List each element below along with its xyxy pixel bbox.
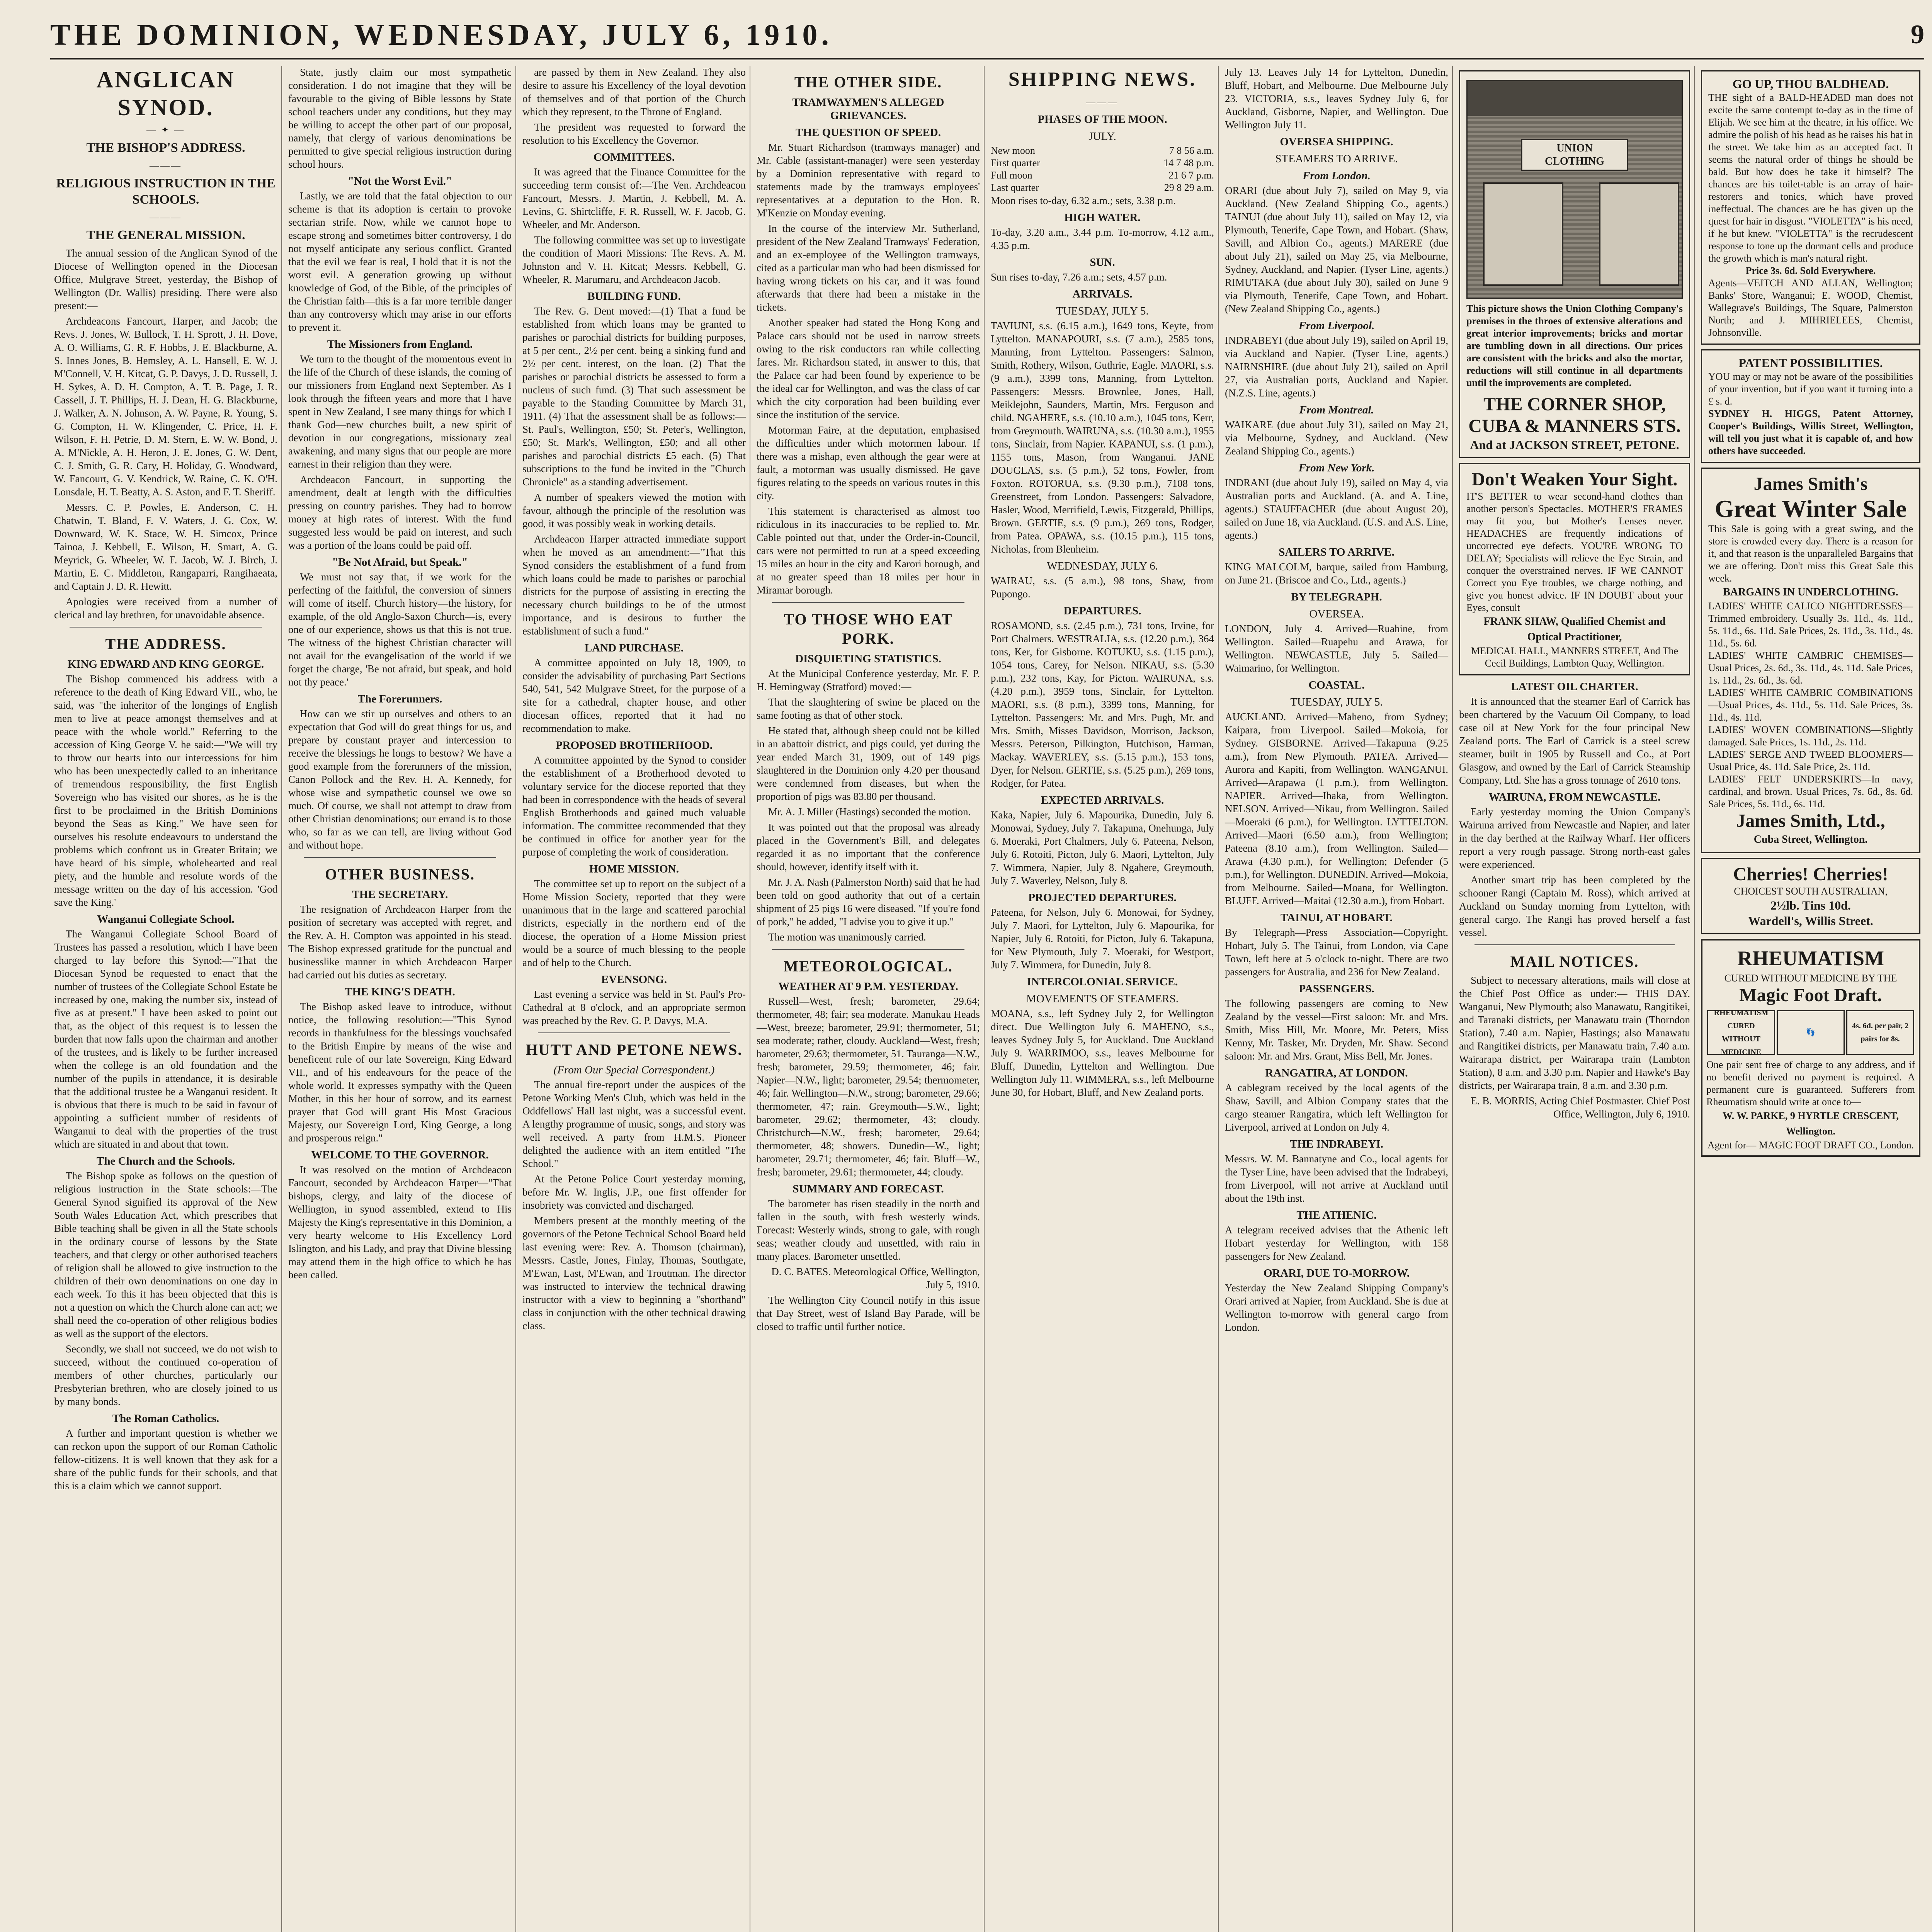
welcome-governor-heading: WELCOME TO THE GOVERNOR. bbox=[311, 1149, 489, 1161]
masthead bbox=[50, 12, 1924, 60]
rheum-agent: Agent for— MAGIC FOOT DRAFT CO., London. bbox=[1707, 1139, 1914, 1151]
shipping-text: July 13. Leaves July 14 for Lyttelton, Dunedin, Bluff, Hobart, and Melbourne. Due Melbourne July 23. VICTORIA, s.s., leaves Sydney July 6, for Auckland, Gisborne, Napier, and Wellington. Due Wellington July 11. bbox=[1225, 66, 1448, 131]
sight-address: MEDICAL HALL, MANNERS STREET, And The Cecil Buildings, Lambton Quay, Wellington. bbox=[1471, 645, 1679, 669]
article-paragraph: The annual fire-report under the auspices of the Petone Working Men's Club, which was held in the Oddfellows' Hall last night, was a successful event. A lengthy programme of music, songs, and story was well received. A party from H.M.S. Pioneer delighted the audience with an item entitled "The School." bbox=[522, 1079, 746, 1169]
patent-ad bbox=[1701, 349, 1920, 463]
rangatira-heading: RANGATIRA, AT LONDON. bbox=[1265, 1067, 1408, 1079]
store-illustration bbox=[1466, 80, 1683, 299]
baldhead-text: THE sight of a BALD-HEADED man does not excite the same contempt to-day as in the time of Elijah. We see him at the theatre, in his office. We admire the polish of his head as he raises his hat in the street. We take him as an accepted fact. It seems the natural order of things he should be bald. But how does he take it himself? The chances are his toilet-table is an array of hair-restorers and tonics, which have proved ineffectual. The chances are he has given up the quest for hair in disgust. "VIOLETTA" is his need, if he but knew. "VIOLETTA" is the recrudescent response to tone up the dormant cells and produce the growth which is man's natural right. bbox=[1708, 92, 1913, 264]
rheum-box-left: RHEUMATISM CURED WITHOUT MEDICINE bbox=[1707, 1010, 1775, 1055]
article-paragraph: The committee set up to report on the subject of a Home Mission Society, reported that they were unanimous that in the large and scattered parochial districts, especially in the northern end of the diocese, the operation of a Home Mission priest would be a source of much blessing to the people and of help to the Church. bbox=[522, 878, 746, 968]
article-paragraph: The following committee was set up to investigate the condition of Maori Missions: The Revs. A. M. Johnston and V. H. Kitcat; Messrs. Kebbell, G. Wheeler, R. Marumaru, and Archdeacon Jacob. bbox=[522, 234, 746, 285]
sight-title: Don't Weaken Your Sight. bbox=[1471, 469, 1678, 490]
article-paragraph: We must not say that, if we work for the perfecting of the faithful, the conversion of sinners will come of itself. Church history—the history, for example, of the old Anglo-Saxon Church—is, every one of our experience, shows us that this is not true. The witness of the highest Christian character will not avail for the evangelisation of the world if we forget the charge, 'Be not afraid, but speak, and hold not thy peace.' bbox=[288, 571, 512, 688]
masthead-title: THE DOMINION, WEDNESDAY, JULY 6, 1910. bbox=[50, 18, 833, 51]
general-mission-subheading: THE GENERAL MISSION. bbox=[86, 228, 245, 242]
article-paragraph: A committee appointed by the Synod to consider the establishment of a Brotherhood devoted to voluntary service for the diocese reported that they had been in correspondence with the heads of several English Brotherhoods and gained much valuable information. The committee recommended that they be continued in office for another year for the purpose of completing the work of consideration. bbox=[522, 754, 746, 858]
patent-heading: PATENT POSSIBILITIES. bbox=[1738, 356, 1883, 370]
from-liverpool-label: From Liverpool. bbox=[1298, 320, 1375, 332]
article-paragraph: Mr. A. J. Miller (Hastings) seconded the motion. bbox=[768, 806, 971, 818]
article-paragraph: That the slaughtering of swine be placed on the same footing as that of other stock. bbox=[757, 696, 980, 721]
from-london-label: From London. bbox=[1303, 170, 1371, 182]
smith-name: James Smith's bbox=[1753, 474, 1868, 494]
article-paragraph: Mr. J. A. Nash (Palmerston North) said that he had been told on good authority that out of a certain shipment of 25 pigs 16 were diseased. "If you're fond of pork," he added, "I advise you to give it up." bbox=[757, 876, 980, 927]
liverpool-text: INDRABEYI (due about July 19), sailed on April 19, via Auckland and Napier. (Tyser Line, agents.) NAIRNSHIRE (due about July 21), sailed on April 27, via Australian ports, Auckland and Napier. (N.Z.S. Line, agents.) bbox=[1225, 335, 1448, 399]
athenic-heading: THE ATHENIC. bbox=[1296, 1209, 1377, 1221]
montreal-text: WAIKARE (due about July 31), sailed on May 21, via Melbourne, Sydney, and Auckland. (New Zealand Shipping Co., agents.) bbox=[1225, 419, 1448, 457]
shipping-news-heading: SHIPPING NEWS. bbox=[1008, 68, 1197, 90]
article-paragraph: We turn to the thought of the momentous event in the life of the Church of these islands, the coming of our missioners from England next September. As I look through the fifteen years and more that I have spent in New Zealand, I see many things for which I thank God—new churches built, a new spirit of devotion in our congregations, missionary zeal awakening, and many signs that our people are more earnest in their religion than they were. bbox=[288, 353, 512, 470]
james-smith-ad bbox=[1701, 468, 1920, 853]
address-heading: THE ADDRESS. bbox=[105, 635, 226, 653]
sight-text: IT'S BETTER to wear second-hand clothes than another person's Spectacles. MOTHER'S FRAMES may fit you, but Mother's Lenses never. HEADACHES are frequently indications of uncorrected eye defects. YOU'RE WRONG TO DELAY; Specialists will relieve the Eye Strain, and conquer the overstrained nerves. IF WE CANNOT Correct you Eye troubles, we charge nothing, and give you honest advice. IF IN DOUBT about your Eyes, consult bbox=[1466, 491, 1683, 613]
expected-arrivals-heading: EXPECTED ARRIVALS. bbox=[1041, 794, 1164, 806]
rheum-sub: CURED WITHOUT MEDICINE BY THE bbox=[1724, 973, 1897, 984]
weather-report: Russell—West, fresh; barometer, 29.64; thermometer, 48; fair; sea moderate. Manukau Heads—West, breeze; barometer, 29.91; thermometer, 51; sea moderate; rather, cloudy. Auckland—West, fresh; barometer, 29.63; thermometer, 51. Tauranga—N.W., fresh; barometer, 29.59; thermometer, 46; fair. Napier—N.W., light; barometer, 29.54; thermometer, 46; fair. Wellington—N.W., strong; barometer, 29.66; thermometer, 47; rain. Greymouth—S.W., light; barometer, 29.62; thermometer, 43; cloudy. Christchurch—N.W., fresh; barometer, 29.64; thermometer, 48; showers. Dunedin—W., light; barometer, 29.71; thermometer, 46; fair. Bluff—W., fresh; barometer, 29.61; thermometer, 44; cloudy. bbox=[757, 995, 980, 1178]
columns bbox=[50, 66, 1924, 1932]
cherries-title: Cherries! Cherries! bbox=[1733, 864, 1888, 884]
column-6 bbox=[1221, 66, 1453, 1932]
article-paragraph: At the Municipal Conference yesterday, Mr. F. P. H. Hemingway (Stratford) moved:— bbox=[757, 668, 980, 692]
forecast-text: The barometer has risen steadily in the north and fallen in the south, with fresh westerly winds. Forecast: Westerly winds, strong to gale, with rough seas; weather cloudy and unsettled, with rain in many places. Barometer unsettled. bbox=[757, 1198, 980, 1262]
article-paragraph: The annual session of the Anglican Synod of the Diocese of Wellington opened in the Diocesan Office, Mulgrave Street, yesterday, the Bishop of Wellington (Dr. Wallis) presiding. There were also present:— bbox=[54, 247, 277, 311]
arrivals-date-2: WEDNESDAY, JULY 6. bbox=[1047, 560, 1158, 572]
kings-death-heading: THE KING'S DEATH. bbox=[345, 986, 455, 998]
article-paragraph: Archdeacon Fancourt, in supporting the amendment, dealt at length with the difficulties pressing on country parishes. They had to borrow money at high rates of interest. With the fund suggested less would be paid on interest, and such was a portion of the loans could be paid off. bbox=[288, 474, 512, 551]
smith-sale-title: Great Winter Sale bbox=[1714, 495, 1907, 522]
article-paragraph: How can we stir up ourselves and others to an expectation that God will do great things for us, and prepare by constant prayer and intercession to receive the blessings he longs to bestow? We have a good example from the forerunners of the mission, Canon Pollock and the Rev. H. A. Kennedy, for whose wise and sympathetic counsel we owe so much. Of course, we shall not attempt to draw from other Christian denominations; our errand is to those who, so far as we can tell, are living without God and without hope. bbox=[288, 708, 512, 851]
orari-heading: ORARI, DUE TO-MORROW. bbox=[1263, 1267, 1410, 1279]
store-sign: UNION CLOTHING bbox=[1521, 139, 1628, 171]
bargain-item: LADIES' WOVEN COMBINATIONS—Slightly damaged. Sale Prices, 1s. 11d., 2s. 11d. bbox=[1708, 724, 1913, 748]
cherries-price: 2½lb. Tins 10d. bbox=[1770, 898, 1851, 912]
indrabeyi-text: Messrs. W. M. Bannatyne and Co., local agents for the Tyser Line, have been advised that the Indrabeyi, from Liverpool, will not arrive at Auckland until about the 19th inst. bbox=[1225, 1153, 1448, 1204]
corner-shop-sub: And at JACKSON STREET, PETONE. bbox=[1470, 438, 1679, 452]
oversea-label: OVERSEA. bbox=[1309, 608, 1364, 620]
intercolonial-heading: INTERCOLONIAL SERVICE. bbox=[1027, 976, 1178, 988]
high-water-text: To-day, 3.20 a.m., 3.44 p.m. To-morrow, 4.12 a.m., 4.35 p.m. bbox=[991, 226, 1214, 251]
secretary-heading: THE SECRETARY. bbox=[352, 888, 448, 901]
article-paragraph: Mr. Stuart Richardson (tramways manager) and Mr. Cable (assistant-manager) were seen yesterday by a Dominion representative with regard to statements made by the tramways employees' representatives at a deputation to the Hon. R. M'Kenzie on Monday evening. bbox=[757, 141, 980, 219]
mail-notices-heading: MAIL NOTICES. bbox=[1510, 953, 1639, 970]
article-paragraph: Another speaker had stated the Hong Kong and Palace cars should not be used in narrow streets owing to the risk conductors ran while collecting fares. Mr. Richardson stated, in answer to this, that the Palace car had been found by experience to be the ideal car for Wellington, and was the class of car which the city corporation had been building ever since the institution of the service. bbox=[757, 317, 980, 420]
union-clothing-ad bbox=[1459, 70, 1690, 458]
moon-table bbox=[991, 145, 1214, 194]
coastal-text: AUCKLAND. Arrived—Maheno, from Sydney; Kaipara, from Liverpool. Sailed—Mokoia, for Sydney. GISBORNE. Arrived—Takapuna (9.25 a.m.), from New Plymouth. PATEA. Arrived—Aurora and Kapiti, from Wellington. WANGANUI. Arrived—Arapawa (1 p.m.), from Wellington. NAPIER. Arrived—Ihaka, from Wellington. NELSON. Arrived—Nikau, from Wellington. Sailed—Moeraki (6 p.m.), for Wellington. LYTTELTON. Arrived—Maori (6.50 a.m.), from Wellington; Pateena (8.10 a.m.), from Wellington. Sailed—Arawa (4.30 p.m.), for Wellington; Defender (5 p.m.), for Wellington. DUNEDIN. Arrived—Mokoia, from Melbourne. Sailed—Moana, for Wellington. BLUFF. Arrived—Maitai (12.30 a.m.), from Hobart. bbox=[1225, 711, 1448, 906]
article-paragraph: A number of speakers viewed the motion with favour, although the principle of the resolution was good, it was possibly weak in working details. bbox=[522, 492, 746, 529]
passengers-text: The following passengers are coming to New Zealand by the vessel—First saloon: Mr. and Mrs. Smith, Miss Hill, Mr. Moore, Mr. Peters, Miss Kenny, Mr. Tasker, Mr. Dryden, Mr. Shaw. Second saloon: Mr. and Mrs. Grant, Miss Bell, Mr. Jones. bbox=[1225, 998, 1448, 1062]
arrivals-date: TUESDAY, JULY 5. bbox=[1056, 305, 1149, 317]
article-paragraph: are passed by them in New Zealand. They also desire to assure his Excellency of the loyal devotion of themselves and of that portion of the Church which they represent, to the Throne of England. bbox=[522, 66, 746, 117]
roman-catholics-heading: The Roman Catholics. bbox=[112, 1412, 219, 1425]
disquieting-subheading: DISQUIETING STATISTICS. bbox=[795, 653, 941, 665]
arrivals-heading: ARRIVALS. bbox=[1072, 288, 1133, 300]
patent-text: YOU may or may not be aware of the possibilities of your invention, but if you want it turning into a £ s. d. bbox=[1708, 371, 1913, 407]
sun-text: Sun rises to-day, 7.26 a.m.; sets, 4.57 p.m. bbox=[991, 271, 1167, 283]
baldhead-agents: Agents—VEITCH AND ALLAN, Wellington; Banks' Store, Wanganui; E. WOOD, Chemist, Wallegrave's Buildings, The Square, Palmerston North; and J. MIHRIELEES, Chemist, Johnsonville. bbox=[1708, 277, 1913, 338]
oversea-text: LONDON, July 4. Arrived—Ruahine, from Wellington. Sailed—Ruapehu and Arawa, for Wellington. NEWCASTLE, July 5. Sailed—Waimarino, for Wellington. bbox=[1225, 623, 1448, 674]
bargain-item: LADIES' FELT UNDERSKIRTS—In navy, cardinal, and brown. Usual Prices, 7s. 6d., 8s. 6d. Sale Prices, 5s. 11d., 6s. 11d. bbox=[1708, 774, 1913, 810]
smith-text: This Sale is going with a great swing, and the store is crowded every day. There is a reason for it, and that reason is the unparalleled Bargains that we are offering. Don't miss this Great Sale this week. bbox=[1708, 523, 1913, 584]
cherries-ad bbox=[1701, 858, 1920, 934]
article-paragraph: The Rev. G. Dent moved:—(1) That a fund be established from which loans may be granted to parishes or parochial districts for building purposes, at 5 per cent., 2½ per cent. being a sinking fund and 2½ per cent. interest, on the loan. (2) That the parishes or parochial districts be assessed to form a nucleus of such fund. (3) That such assessment be payable to the Standing Committee by March 31, 1911. (4) That the assessment shall be as follows:—St. Paul's, Wellington, £50; St. Peter's, Wellington, £50; St. Mark's, Wellington, £50; and all other parishes and parochial districts £5 each. (5) That subscriptions to the fund be invited in the "Church Chronicle" as a standing advertisement. bbox=[522, 305, 746, 488]
wairuna-heading: WAIRUNA, FROM NEWCASTLE. bbox=[1488, 791, 1661, 803]
article-paragraph: Lastly, we are told that the fatal objection to our scheme is that its adoption is certain to provoke sectarian strife. Now, while we cannot hope to escape strong and sometimes bitter controversy, I do not myself anticipate any serious conflict. Granted that the evil we fear is real, I hold that it is not the worst evil. A generation growing up without knowledge of God, of the Bible, of the principles of the Christian faith—this is a far more terrible danger than any controversy which may arise in our efforts to prevent it. bbox=[288, 190, 512, 333]
movements-heading: MOVEMENTS OF STEAMERS. bbox=[1026, 993, 1179, 1005]
article-paragraph: A further and important question is whether we can reckon upon the support of our Roman Catholic fellow-citizens. It is well known that they ask for a share of the public funds for their schools, and that this is a claim which we cannot support. bbox=[54, 1427, 277, 1492]
article-paragraph: The motion was unanimously carried. bbox=[768, 931, 926, 943]
passengers-heading: PASSENGERS. bbox=[1299, 983, 1374, 995]
article-paragraph: A committee appointed on July 18, 1909, to consider the advisability of purchasing Part Sections 540, 541, 542 Mulgrave Street, for the purpose of a site for a cathedral, chapter house, and other diocesan offices, reported that it had no recommendation to make. bbox=[522, 657, 746, 734]
wardell-name: Wardell's, Willis Street. bbox=[1748, 914, 1873, 928]
article-paragraph: In the course of the interview Mr. Sutherland, president of the New Zealand Tramways' Federation, and an ex-employee of the Wellington tramways, cited as a particular man who had been dismissed for having wrong tickets on his car, and it was found afterwards that there had been a mistake in the tickets. bbox=[757, 223, 980, 313]
cherries-sub: CHOICEST SOUTH AUSTRALIAN, bbox=[1734, 886, 1888, 897]
other-business-heading: OTHER BUSINESS. bbox=[325, 866, 475, 883]
king-heading: KING EDWARD AND KING GEORGE. bbox=[67, 658, 264, 670]
article-paragraph: The Bishop asked leave to introduce, without notice, the following resolution:—"This Synod records in thankfulness for the blessings vouchsafed to the British Empire by means of the wise and beneficent rule of our late Sovereign, King Edward VII., and of his endeavours for the peace of the whole world. It expresses sympathy with the Queen Mother, in this her hour of sorrow, and its earnest prayer that God will grant His Most Gracious Majesty, our Sovereign Lord, King George, a long and prosperous reign." bbox=[288, 1001, 512, 1144]
steamers-arrive-heading: STEAMERS TO ARRIVE. bbox=[1275, 153, 1398, 165]
article-paragraph: The Bishop spoke as follows on the question of religious instruction in the State schools:—The General Synod signified its approval of the New South Wales Education Act, which prescribes that Bible teaching shall be given in all the State schools in the ordinary course of lessons by the State teachers, and that clergy or other authorised teachers of religion shall be allowed to give instruction to the children of their own denominations on one day in each week. To this it has been objected that this is not a question on which the Church alone can act; we shall need the co-operation of other religious bodies as well as the support of the electors. bbox=[54, 1170, 277, 1339]
article-paragraph: Motorman Faire, at the deputation, emphasised the difficulties under which motormen labour. If there was a mishap, even although the gear were at fault, a motorman was usually dismissed. He gave figures relating to the speeds on various routes in this city. bbox=[757, 424, 980, 502]
land-purchase-heading: LAND PURCHASE. bbox=[584, 642, 684, 654]
departures-heading: DEPARTURES. bbox=[1063, 605, 1141, 617]
foot-draft-icon: 👣 bbox=[1777, 1010, 1845, 1055]
telegraph-heading: BY TELEGRAPH. bbox=[1291, 591, 1382, 603]
article-paragraph: The Wanganui Collegiate School Board of Trustees has passed a resolution, which I have been charged to lay before this Synod:—"That the Diocesan Synod be requested to enact that the number of trustees of the Collegiate School Estate be increased by one, making the number six, instead of five as at present." I have been asked to point out that, as the object of this request is to lessen the burden that now falls upon the chairman and another of the trustees, and is likely to be further increased when the college is an old foundation and the number of the pupils in attendance, it is desirable that the additional trustee be a Wanganui resident. It is obvious that there is much to be said in favour of appointing a sufficient number of residents of Wanganui to deal with the properties of the trust which are situated in and about that town. bbox=[54, 928, 277, 1150]
rangatira-text: A cablegram received by the local agents of the Shaw, Savill, and Albion Company states that the cargo steamer Rangatira, which left Wellington for Liverpool, arrived at London on July 4. bbox=[1225, 1082, 1448, 1133]
religious-instruction-subheading: RELIGIOUS INSTRUCTION IN THE SCHOOLS. bbox=[56, 176, 276, 207]
bargain-item: LADIES' SERGE AND TWEED BLOOMERS—Usual Price, 4s. 11d. Sale Price, 2s. 11d. bbox=[1708, 749, 1913, 772]
meteorological-heading: METEOROLOGICAL. bbox=[784, 957, 953, 975]
bishop-address-subheading: THE BISHOP'S ADDRESS. bbox=[86, 141, 245, 155]
clothing-caption: This picture shows the Union Clothing Company's premises in the throes of extensive alterations and great interior improvements; bricks and mortar are tumbling down in all directions. Our prices are consistent with the bricks and also the mortar, reductions will still continue in all departments until the improvements are completed. bbox=[1466, 303, 1683, 388]
forecast-subheading: SUMMARY AND FORECAST. bbox=[793, 1183, 944, 1195]
home-mission-heading: HOME MISSION. bbox=[589, 863, 679, 875]
arrivals-text-2: WAIRAU, s.s. (5 a.m.), 98 tons, Shaw, from Pupongo. bbox=[991, 575, 1214, 600]
wairuna-text: Early yesterday morning the Union Company's Wairuna arrived from Newcastle and Napier, and later in the day berthed at the Railway Wharf. Her officers report a very rough passage. Strong north-east gales were experienced. bbox=[1459, 806, 1690, 870]
article-paragraph: Archdeacon Harper attracted immediate support when he moved as an amendment:—"That this Synod considers the establishment of a fund from which loans could be made to parishes or parochial districts for the purpose of assisting in erecting the necessary church buildings to be of the utmost importance, and is desirous to further the establishment of such a fund." bbox=[522, 533, 746, 637]
column-8 bbox=[1697, 66, 1924, 1932]
article-paragraph: At the Petone Police Court yesterday morning, before Mr. W. Inglis, J.P., one first offender for insobriety was convicted and discharged. bbox=[522, 1173, 746, 1211]
coastal-date: TUESDAY, JULY 5. bbox=[1290, 696, 1383, 708]
bargain-item: LADIES' WHITE CAMBRIC COMBINATIONS—Usual Prices, 4s. 11d., 5s. 11d. Sale Prices, 3s. 11d., 4s. 11d. bbox=[1708, 687, 1913, 723]
arrivals-text: TAVIUNI, s.s. (6.15 a.m.), 1649 tons, Keyte, from Lyttelton. MANAPOURI, s.s. (7 a.m.), 2585 tons, Manning, from Lyttelton. Passengers: Salmon, Smith, Rothery, Wilson, Guthrie, Eagle. MAORI, s.s. (9 a.m.), 3399 tons, Manning, from Lyttelton. Passengers: Messrs. Brownlee, Jones, Hall, Meiklejohn, Saunders, Martin, Mrs. Ferguson and child. NGAHERE, s.s. (10.10 a.m.), 1045 tons, Kerr, from Greymouth. WAIRUNA, s.s. (10.30 a.m.), 1955 tons, Sinclair, from Napier. KAPANUI, s.s. (1 p.m.), 1155 tons, Mason, from Wanganui. JANE DOUGLAS, s.s. (5 p.m.), 52 tons, Fowler, from Foxton. ROTORUA, s.s. (9.30 p.m.), 7108 tons, Greenstreet, from London. Passengers: Salvadore, Hasler, Wood, Merrifield, Lewis, Fitzgerald, Phillips, Brown. GERTIE, s.s. (9 p.m.), 269 tons, Rodger, from Patea. OPAWA, s.s. (10.15 p.m.), 115 tons, Nicholas, from Blenheim. bbox=[991, 320, 1214, 555]
column-1: ANGLICAN SYNOD. — ✦ — THE BISHOP'S ADDRESS. ——— RELIGIOUS INSTRUCTION IN THE SCHOOLS. ——— THE GENERAL MISSION. The annual session of the Anglican Synod of the Diocese of Wellington opened in the Diocesan Office, Mulgrave Street, yesterday, the Bishop of Wellington (Dr. Wallis) presiding. There were also present:— Archdeacons Fancourt, Harper, and Jacob; the Revs. J. Jones, W. Bullock, T. H. Sprott, J. H. Dove, A. O. Williams, G. R. F. Hobbs, J. E. Blackburne, A. S. Innes Jones, B. Hemsley, A. L. Hansell, E. W. J. M'Connell, V. H. Kitcat, G. P. Davys, J. D. Russell, J. H. Sykes, A. D. H. Compton, A. T. B. Page, J. R. Cassell, J. T. Phillips, H. J. Dean, H. G. Blackburne, J. Walker, A. N. Johnson, A. W. Payne, R. Young, S. G. Compton, H. W. Klingender, C. Price, H. F. Wilson, F. H. Petrie, D. M. Stern, E. W. W. Bond, J. A. M'Nickle, A. H. Heron, J. E. Jones, G. W. Dent, C. J. Smith, G. R. Cary, H. Holiday, G. Woodward, W. Fancourt, G. V. Kendrick, W. Raine, C. K. O'H. Lonsdale, H. T. Beatty, A. S. Aston, and F. T. Sheriff. Messrs. C. P. Powles, E. Anderson, C. H. Chatwin, T. Bland, F. V. Waters, J. G. Cox, W. Downward, W. K. Stace, W. H. Simcox, Prince Tainoa, J. Kebbell, E. Wilson, H. Smart, A. G. Meyrick, G. Wheeler, W. F. Jacob, W. J. Birch, J. Martin, E. C. Middleton, Rangaparri, Rangihaeata, and Captain J. D. R. Hewitt. Apologies were received from a number of clerical and lay brethren, for unavoidable absence. THE ADDRESS. KING EDWARD AND KING GEORGE. The Bishop commenced his address with a reference to the death of King Edward VII., who, he said, was "the inheritor of the longings of English men to live at peace amongst themselves and at peace with the whole world." Referring to the accession of King George V. he said:—"We will try to throw our hearts into our intercessions for him who has been unexpectedly called to an inheritance of tremendous responsibility, the first English Sovereign who has visited our shores, as he is the first to be proclaimed in the British Dominions beyond the Seas as King." We have seen for ourselves his resolute endeavours to understand the problems which confront us in Greater Britain; we have heard of his simple, wholehearted and real piety, and the humble and resolute words of the message written on the day of his accession. 'God save the King.' Wanganui Collegiate School. The Wanganui Collegiate School Board of Trustees has passed a resolution, which I have been charged to lay before this Synod:—"That the Diocesan Synod be requested to enact that the number of trustees of the Collegiate School Estate be increased by one, making the number six, instead of five as at present." I have been asked to point out that, as the object of this request is to lessen the burden that now falls upon the chairman and another of the trustees, and is likely to be further increased when the college is an old foundation and the number of the pupils in attendance, it is desirable that the additional trustee be a Wanganui resident. It is obvious that there is much to be said in favour of appointing a sufficient number of residents of Wanganui to deal with the properties of the trust which are situated in and about that town. The Church and the Schools. The Bishop spoke as follows on the question of religious instruction in the State schools:—The General Synod signified its approval of the New South Wales Education Act, which prescribes that Bible teaching shall be given in all the State schools in the ordinary course of lessons by the State teachers, and that clergy or other authorised teachers of religion shall be allowed to give instruction to the children of their own denominations on one day in each week. To this it has been objected that this is not a question on which the Church alone can act; we shall need the co-operation of other religious bodies as well as the support of the electors. Secondly, we shall not succeed, we do not wish to succeed, without the continued co-operation of members of other churches, particularly our Presbyterian brethren, who are closely joined to us by many bonds. The Roman Catholics. A further and important question is whether we can reckon upon the support of our Roman Catholic fellow-citizens. It is well known that they ask for a share of the public funds for their schools, and that this is a claim which we cannot support. bbox=[50, 66, 282, 1932]
from-montreal-label: From Montreal. bbox=[1299, 404, 1374, 416]
rheum-text: One pair sent free of charge to any address, and if no benefit derived no payment is required. A permanent cure is guaranteed. Sufferers from Rheumatism should write at once to— bbox=[1706, 1059, 1915, 1107]
from-newyork-label: From New York. bbox=[1298, 462, 1375, 474]
moonrise-text: Moon rises to-day, 6.32 a.m.; sets, 3.38 p.m. bbox=[991, 195, 1176, 206]
mail-footer: E. B. MORRIS, Acting Chief Postmaster. Chief Post Office, Wellington, July 6, 1910. bbox=[1471, 1095, 1690, 1120]
column-3 bbox=[519, 66, 750, 1932]
article-paragraph: Archdeacons Fancourt, Harper, and Jacob; the Revs. J. Jones, W. Bullock, T. H. Sprott, J. H. Dove, A. O. Williams, G. R. F. Hobbs, J. E. Blackburne, A. S. Innes Jones, B. Hemsley, A. L. Hansell, E. W. J. M'Connell, V. H. Kitcat, G. P. Davys, J. D. Russell, J. H. Sykes, A. D. H. Compton, A. T. B. Page, J. R. Cassell, J. T. Phillips, H. J. Dean, H. G. Blackburne, J. Walker, A. N. Johnson, A. W. Payne, R. Young, S. G. Compton, H. W. Klingender, C. Price, H. F. Wilson, F. H. Petrie, D. M. Stern, E. W. W. Bond, J. A. M'Nickle, A. H. Heron, J. E. Jones, G. W. Dent, C. J. Smith, G. R. Cary, H. Holiday, G. Woodward, W. Fancourt, G. V. Kendrick, W. Raine, C. K. O'H. Lonsdale, H. T. Beatty, A. S. Aston, and F. T. Sheriff. bbox=[54, 315, 277, 498]
violetta-ad bbox=[1701, 70, 1920, 345]
forerunners-heading: The Forerunners. bbox=[357, 693, 442, 705]
pork-heading: TO THOSE WHO EAT PORK. bbox=[784, 611, 953, 647]
article-paragraph: The Wellington City Council notify in this issue that Day Street, west of Island Bay Parade, will be closed to traffic until further notice. bbox=[757, 1294, 980, 1332]
moon-row: First quarter 14 7 48 p.m. bbox=[991, 157, 1214, 168]
article-paragraph: The resignation of Archdeacon Harper from the position of secretary was accepted with regret, and the Rev. A. H. Compton was appointed in his stead. The Bishop expressed gratitude for the punctual and businesslike manner in which Archdeacon Harper had carried out his duties as secretary. bbox=[288, 903, 512, 981]
newyork-text: INDRANI (due about July 19), sailed on May 4, via Australian ports and Auckland. (A. and A. Line, agents.) STAUFFACHER (due about August 20), sailed on June 18, via Auckland. (U.S. and A.S. Line, agents.) bbox=[1225, 477, 1448, 541]
article-paragraph: The president was requested to forward the resolution to his Excellency the Governor. bbox=[522, 121, 746, 146]
smith-address: Cuba Street, Wellington. bbox=[1753, 833, 1868, 845]
high-water-heading: HIGH WATER. bbox=[1064, 211, 1141, 224]
article-paragraph: It was resolved on the motion of Archdeacon Fancourt, seconded by Archdeacon Harper—"That bishops, clergy, and laity of the diocese of Wellington, in synod assembled, extend to His Majesty the King's representative in this Dominion, a very hearty welcome to His Excellency Lord Islington, and his Lady, and pray that Divine blessing may attend them in the high office to which he has been called. bbox=[288, 1164, 512, 1281]
mail-notices-text: Subject to necessary alterations, mails will close at the Chief Post Office as under:— THIS DAY. Wanganui, New Plymouth; also Manawatu, Rangitikei, and Taranaki districts, per Manawatu train (Thorndon Station), 7.40 a.m. Napier, Hastings; also Manawatu and Rangitikei districts, per Manawatu train, 7.40 a.m. Wairarapa district, per Wairarapa train (Lambton Station), 8 a.m. and 3.30 p.m. Napier and Hawke's Bay districts, per Wairarapa train, 8 a.m. and 3.30 p.m. bbox=[1459, 975, 1690, 1091]
article-paragraph: Secondly, we shall not succeed, we do not wish to succeed, without the continued co-operation of members of other churches, particularly our Presbyterian brethren, who are closely joined to us by many bonds. bbox=[54, 1343, 277, 1407]
weather-subheading: WEATHER AT 9 P.M. YESTERDAY. bbox=[778, 980, 958, 993]
column-2 bbox=[284, 66, 516, 1932]
article-paragraph: It was agreed that the Finance Committee for the succeeding term consist of:—The Ven. Archdeacon Fancourt, Messrs. J. Martin, J. Kebbell, M. A. Levins, G. Shirtcliffe, F. R. Russell, W. F. Jacob, G. Wheeler, and Mr. Anderson. bbox=[522, 166, 746, 230]
tainui-heading: TAINUI, AT HOBART. bbox=[1280, 912, 1393, 924]
article-paragraph: He stated that, although sheep could not be killed in an abattoir district, and pigs could, yet during the year ended March 31, 1909, out of 149 pigs slaughtered in the Dominion only 4.20 per thousand were condemned from diseases, but when the proportion of pigs was 83.80 per thousand. bbox=[757, 725, 980, 802]
church-schools-heading: The Church and the Schools. bbox=[96, 1155, 235, 1167]
departures-text: ROSAMOND, s.s. (2.45 p.m.), 731 tons, Irvine, for Port Chalmers. WESTRALIA, s.s. (12.20 p.m.), 364 tons, Ker, for Gisborne. KOTUKU, s.s. (1.15 p.m.), 1054 tons, Carey, for Nelson. NIKAU, s.s. (5.30 p.m.), 232 tons, Kay, for Picton. WAIRUNA, s.s. (4.20 p.m.), 3959 tons, Sinclair, for Lyttelton. MAORI, s.s. (8 p.m.), 3399 tons, Manning, for Lyttelton. Passengers: Mr. and Mrs. Pugh, Mr. and Mrs. Smith, Misses Davidson, Morrison, Jackson, Messrs. Peterson, Pilkington, Hutchison, Harman, Mackay. WAVERLEY, s.s. (5.15 p.m.), 153 tons, Dyer, for Nelson. GERTIE, s.s. (5.25 p.m.), 269 tons, Rodger, for Patea. bbox=[991, 620, 1214, 789]
london-text: ORARI (due about July 7), sailed on May 9, via Auckland. (New Zealand Shipping Co., agents.) TAINUI (due about July 11), sailed on May 12, via Plymouth, Tenerife, Cape Town, and Hobart. (Shaw, Savill, and Albion Co., agents.) MARERE (due about July 21), sailed on May 25, via Melbourne, Sydney, Auckland, and Napier. (Tyser Line, agents.) RIMUTAKA (due about July 30), sailed on June 9 via Plymouth, Tenerife, Cape Town, and Hobart. (New Zealand Shipping Co., agents.) bbox=[1225, 185, 1448, 315]
collegiate-heading: Wanganui Collegiate School. bbox=[97, 913, 235, 925]
anglican-synod-heading: ANGLICAN SYNOD. bbox=[96, 67, 235, 120]
moon-row: New moon 7 8 56 a.m. bbox=[991, 145, 1214, 156]
worst-evil-heading: "Not the Worst Evil." bbox=[347, 175, 452, 187]
article-paragraph: Apologies were received from a number of clerical and lay brethren, for unavoidable absence. bbox=[54, 596, 277, 621]
expected-arrivals-text: Kaka, Napier, July 6. Mapourika, Dunedin, July 6. Monowai, Sydney, July 7. Takapuna, Onehunga, July 6. Moeraki, Port Chalmers, July 6. Pateena, Nelson, July 6. Rotoiti, Picton, July 6. Maori, Lyttelton, July 7. Wimmera, Napier, July 8. Ngahere, Greymouth, July 7. Waverley, Nelson, July 8. bbox=[991, 809, 1214, 886]
oversea-shipping-heading: OVERSEA SHIPPING. bbox=[1280, 136, 1393, 148]
column-7 bbox=[1455, 66, 1695, 1932]
missioners-heading: The Missioners from England. bbox=[327, 338, 473, 350]
brotherhood-heading: PROPOSED BROTHERHOOD. bbox=[555, 739, 713, 752]
baldhead-heading: GO UP, THOU BALDHEAD. bbox=[1732, 77, 1889, 91]
rangi-text: Another smart trip has been completed by the schooner Rangi (Captain M. Ross), which arrived at Auckland on Sunday morning from Lyttelton, with general cargo. The Rangi has proved herself a fast vessel. bbox=[1459, 874, 1690, 938]
athenic-text: A telegram received advises that the Athenic left Hobart yesterday for Wellington, with 158 passengers for New Zealand. bbox=[1225, 1224, 1448, 1262]
article-paragraph: Messrs. C. P. Powles, E. Anderson, C. H. Chatwin, T. Bland, F. V. Waters, J. G. Cox, W. Downward, W. K. Stace, W. H. Simcox, Prince Tainoa, J. Kebbell, E. Wilson, H. Smart, A. G. Meyrick, G. Wheeler, W. F. Jacob, W. J. Birch, J. Martin, E. C. Middleton, Rangaparri, Rangihaeata, and Captain J. D. R. Hewitt. bbox=[54, 502, 277, 592]
smith-footer: James Smith, Ltd., bbox=[1736, 811, 1885, 831]
rheum-price: 4s. 6d. per pair, 2 pairs for 8s. bbox=[1846, 1010, 1914, 1055]
bargains-heading: BARGAINS IN UNDERCLOTHING. bbox=[1723, 586, 1898, 598]
projected-departures-heading: PROJECTED DEPARTURES. bbox=[1028, 891, 1177, 904]
article-paragraph: Members present at the monthly meeting of the governors of the Petone Technical School Board held last evening were: Rev. A. Thomson (chairman), Messrs. Castle, Jones, Finlay, Thomas, Southgate, M'Ewan, Last, M'Ewan, and Troutman. The director was instructed to interview the technical drawing instructor with a view to beginning a "shorthand" class in conjunction with the other technical drawing class. bbox=[522, 1215, 746, 1332]
baldhead-price: Price 3s. 6d. Sold Everywhere. bbox=[1745, 265, 1876, 276]
hutt-petone-heading: HUTT AND PETONE NEWS. bbox=[526, 1041, 743, 1058]
indrabeyi-heading: THE INDRABEYI. bbox=[1290, 1138, 1383, 1150]
rheum-title: RHEUMATISM bbox=[1737, 947, 1884, 970]
rheum-name: Magic Foot Draft. bbox=[1739, 985, 1882, 1005]
article-paragraph: Last evening a service was held in St. Paul's Pro-Cathedral at 8 o'clock, and an appropriate sermon was preached by the Rev. G. P. Davys, M.A. bbox=[522, 988, 746, 1026]
sun-heading: SUN. bbox=[1090, 256, 1115, 269]
article-paragraph: This statement is characterised as almost too ridiculous in its inaccuracies to be replied to. Mr. Cable pointed out that, under the Order-in-Council, cars were not permitted to run at a speed exceeding 15 miles an hour in the city and Karori borough, and at no greater speed than 18 miles per hour in Miramar borough. bbox=[757, 505, 980, 596]
tainui-text: By Telegraph—Press Association—Copyright. Hobart, July 5. The Tainui, from London, via Cape Town, left here at 5 o'clock to-night. There are two passengers for Australia, and 236 for New Zealand. bbox=[1225, 927, 1448, 978]
committees-heading: COMMITTEES. bbox=[593, 151, 675, 163]
moon-heading: PHASES OF THE MOON. bbox=[1037, 113, 1167, 126]
building-fund-heading: BUILDING FUND. bbox=[587, 290, 681, 303]
moon-month: JULY. bbox=[1088, 130, 1116, 143]
patent-name: SYDNEY H. HIGGS, Patent Attorney, Cooper's Buildings, Willis Street, Wellington, will tell you just what it is capable of, and how others have succeeded. bbox=[1708, 408, 1913, 456]
column-4 bbox=[753, 66, 985, 1932]
movements-text: MOANA, s.s., left Sydney July 2, for Wellington direct. Due Wellington July 6. MAHENO, s.s., leaves Sydney July 5, for Auckland. Due Auckland July 9. WARRIMOO, s.s., leaves Melbourne for Bluff, Dunedin, Lyttelton and Wellington. Due Wellington July 11. WIMMERA, s.s., left Melbourne June 30, for Hobart, Bluff, and New Zealand ports. bbox=[991, 1008, 1214, 1098]
page-number: 9 bbox=[1911, 20, 1924, 49]
evensong-heading: EVENSONG. bbox=[601, 973, 667, 986]
bargain-item: LADIES' WHITE CALICO NIGHTDRESSES—Trimmed embroidery. Usually 3s. 11d., 4s. 11d., 5s. 11d., 6s. 11d. Sale Prices, 2s. 11d., 3s. 11d., 4s. 11d., 5s. 6d. bbox=[1708, 600, 1913, 649]
hutt-byline: (From Our Special Correspondent.) bbox=[553, 1064, 715, 1076]
forecast-signature: D. C. BATES. Meteorological Office, Wellington, July 5, 1910. bbox=[771, 1266, 980, 1291]
article-paragraph: It was pointed out that the proposal was already placed in the Government's Bill, and delegates regarded it as no important that the conference should, however, identify itself with it. bbox=[757, 821, 980, 872]
article-paragraph: The Bishop commenced his address with a reference to the death of King Edward VII., who, he said, was "the inheritor of the longings of English men to live at peace amongst themselves and at peace with the whole world." Referring to the accession of King George V. he said:—"We will try to throw our hearts into our intercessions for him who has been unexpectedly called to an inheritance of tremendous responsibility, the first English Sovereign who has visited our shores, as he is the first to be proclaimed in the British Dominions beyond the Seas as King." We have seen for ourselves his resolute endeavours to understand the problems which confront us in Greater Britain; we have heard of his simple, wholehearted and real piety, and the humble and resolute words of the message written on the day of his accession. 'God save the King.' bbox=[54, 673, 277, 908]
sailers-heading: SAILERS TO ARRIVE. bbox=[1279, 546, 1395, 558]
column-5: SHIPPING NEWS. ——— PHASES OF THE MOON. JULY. New moon 7 8 56 a.m. First quarter 14 7 48 p.m. Full moon 21 6 7 p.m. Last quarter 29 8 29 a.m. Moon rises to-day, 6.32 a.m.; sets, 3.38 p.m. HIGH WATER. To-day, 3.20 a.m., 3.44 p.m. To-morrow, 4.12 a.m., 4.35 p.m. SUN. Sun rises to-day, 7.26 a.m.; sets, 4.57 p.m. ARRIVALS. TUESDAY, JULY 5. TAVIUNI, s.s. (6.15 a.m.), 1649 tons, Keyte, from Lyttelton. MANAPOURI, s.s. (7 a.m.), 2585 tons, Manning, from Lyttelton. Passengers: Salmon, Smith, Rothery, Wilson, Guthrie, Eagle. MAORI, s.s. (9 a.m.), 3399 tons, Manning, from Lyttelton. Passengers: Messrs. Brownlee, Jones, Hall, Meiklejohn, Saunders, Martin, Mrs. Ferguson and child. NGAHERE, s.s. (10.10 a.m.), 1045 tons, Kerr, from Greymouth. WAIRUNA, s.s. (10.30 a.m.), 1955 tons, Sinclair, from Napier. KAPANUI, s.s. (1 p.m.), 1155 tons, Mason, from Wanganui. JANE DOUGLAS, s.s. (5 p.m.), 52 tons, Fowler, from Foxton. ROTORUA, s.s. (9.30 p.m.), 7108 tons, Greenstreet, from London. Passengers: Salvadore, Hasler, Wood, Merrifield, Lewis, Fitzgerald, Phillips, Brown. GERTIE, s.s. (9 p.m.), 269 tons, Rodger, from Patea. OPAWA, s.s. (10.15 p.m.), 115 tons, Nicholas, from Blenheim. WEDNESDAY, JULY 6. WAIRAU, s.s. (5 a.m.), 98 tons, Shaw, from Pupongo. DEPARTURES. ROSAMOND, s.s. (2.45 p.m.), 731 tons, Irvine, for Port Chalmers. WESTRALIA, s.s. (12.20 p.m.), 364 tons, Ker, for Gisborne. KOTUKU, s.s. (1.15 p.m.), 1054 tons, Carey, for Nelson. NIKAU, s.s. (5.30 p.m.), 232 tons, Kay, for Picton. WAIRUNA, s.s. (4.20 p.m.), 3959 tons, Sinclair, for Lyttelton. MAORI, s.s. (8 p.m.), 3399 tons, Manning, for Lyttelton. Passengers: Mr. and Mrs. Pugh, Mr. and Mrs. Smith, Misses Davidson, Morrison, Jackson, Messrs. Peterson, Pilkington, Hutchison, Harman, Mackay. WAVERLEY, s.s. (5.15 p.m.), 153 tons, Dyer, for Nelson. GERTIE, s.s. (5.25 p.m.), 269 tons, Rodger, for Patea. EXPECTED ARRIVALS. Kaka, Napier, July 6. Mapourika, Dunedin, July 6. Monowai, Sydney, July 7. Takapuna, Onehunga, July 6. Moeraki, Port Chalmers, July 6. Pateena, Nelson, July 6. Rotoiti, Picton, July 6. Maori, Lyttelton, July 7. Wimmera, Napier, July 8. Ngahere, Greymouth, July 7. Waverley, Nelson, July 8. PROJECTED DEPARTURES. Pateena, for Nelson, July 6. Monowai, for Sydney, July 7. Maori, for Lyttelton, July 6. Mapourika, for Napier, July 6. Rotoiti, for Picton, July 6. Takapuna, for New Plymouth, July 7. Moeraki, for Westport, July 7. Wimmera, for Dunedin, July 8. INTERCOLONIAL SERVICE. MOVEMENTS OF STEAMERS. MOANA, s.s., left Sydney July 2, for Wellington direct. Due Wellington July 6. MAHENO, s.s., leaves Sydney July 5, for Auckland. Due Auckland July 9. WARRIMOO, s.s., leaves Melbourne for Bluff, Dunedin, Lyttelton and Wellington. Due Wellington July 11. WIMMERA, s.s., left Melbourne June 30, for Hobart, Bluff, and New Zealand ports. bbox=[987, 66, 1219, 1932]
corner-shop-title: THE CORNER SHOP, CUBA & MANNERS STS. bbox=[1468, 394, 1681, 436]
oil-charter-text: It is announced that the steamer Earl of Carrick has been chartered by the Vacuum Oil Company, to load case oil at New York for the four principal New Zealand ports. The Earl of Carrick is a steel screw steamer, built in 1905 by Russell and Co., at Port Glasgow, and owned by the Earl of Carrick Steamship Company, Ltd. She has a gross tonnage of 2610 tons. bbox=[1459, 696, 1690, 786]
be-not-afraid-heading: "Be Not Afraid, but Speak." bbox=[332, 556, 468, 568]
sailers-text: KING MALCOLM, barque, sailed from Hamburg, on June 21. (Briscoe and Co., Ltd., agents.) bbox=[1225, 561, 1448, 586]
projected-departures-text: Pateena, for Nelson, July 6. Monowai, for Sydney, July 7. Maori, for Lyttelton, July 6. Mapourika, for Napier, July 6. Rotoiti, for Picton, July 6. Takapuna, for New Plymouth, July 7. Moeraki, for Westport, July 7. Wimmera, for Dunedin, July 8. bbox=[991, 906, 1214, 971]
coastal-heading: COASTAL. bbox=[1308, 679, 1365, 691]
other-side-heading: THE OTHER SIDE. bbox=[794, 73, 942, 91]
rheumatism-ad bbox=[1701, 939, 1920, 1157]
frank-shaw-ad bbox=[1459, 463, 1690, 675]
question-speed-subheading: THE QUESTION OF SPEED. bbox=[795, 126, 941, 139]
rheum-address: W. W. PARKE, 9 HYRTLE CRESCENT, Wellington. bbox=[1723, 1110, 1899, 1137]
moon-row: Last quarter 29 8 29 a.m. bbox=[991, 182, 1214, 193]
moon-row: Full moon 21 6 7 p.m. bbox=[991, 170, 1214, 181]
article-paragraph: State, justly claim our most sympathetic consideration. I do not imagine that they will be favourable to the giving of Bible lessons by State school teachers under any conditions, but they may be willing to accept the other part of our proposal, namely, that clergy of various denominations be permitted to give special religious instruction during school hours. bbox=[288, 66, 512, 170]
orari-text: Yesterday the New Zealand Shipping Company's Orari arrived at Napier, from Auckland. She is due at Wellington to-morrow with general cargo from London. bbox=[1225, 1282, 1448, 1333]
sight-name: FRANK SHAW, Qualified Chemist and Optical Practitioner, bbox=[1483, 616, 1666, 643]
bargain-item: LADIES' WHITE CAMBRIC CHEMISES—Usual Prices, 2s. 6d., 3s. 11d., 4s. 11d. Sale Prices, 1s. 11d., 2s. 6d., 3s. 6d. bbox=[1708, 650, 1913, 686]
oil-charter-heading: LATEST OIL CHARTER. bbox=[1511, 680, 1638, 693]
tramwaymen-subheading: TRAMWAYMEN'S ALLEGED GRIEVANCES. bbox=[792, 96, 944, 122]
